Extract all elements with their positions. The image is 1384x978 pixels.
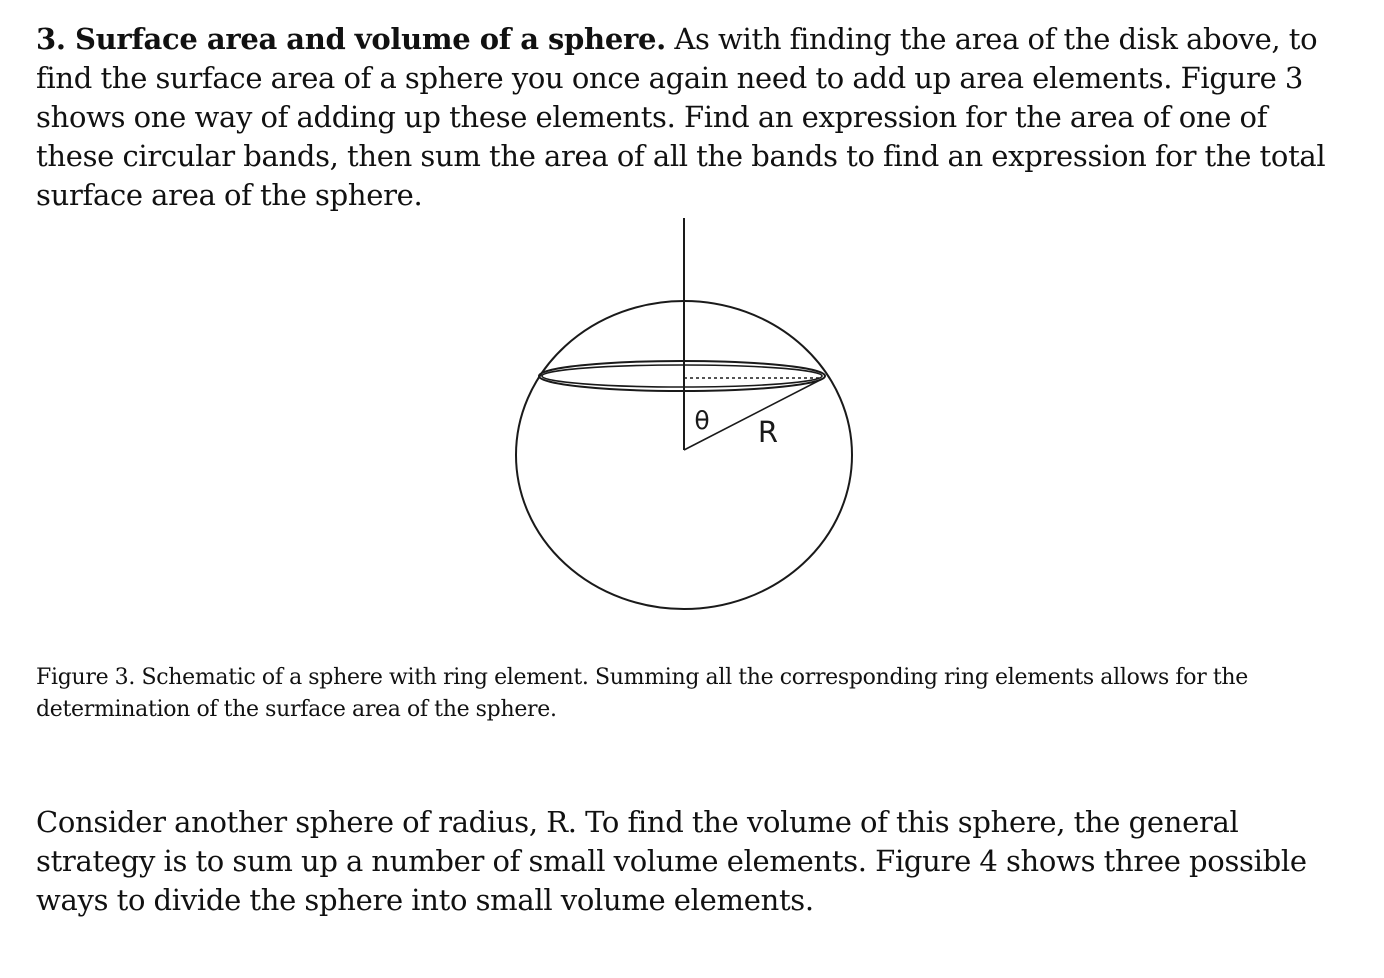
ring-band-inner — [542, 365, 822, 387]
theta-label: θ — [694, 406, 710, 435]
problem-text: As with finding the area of the disk above, to find the surface area of a sphere you once again need to add up area elements. Figure 3 shows one way of adding up these elements. Find an expression for the area of one of these circular bands, then sum the area of all the bands to find an expression for the total surface area of the sphere. — [36, 22, 1326, 212]
problem-paragraph — [36, 20, 1346, 215]
problem-heading: 3. Surface area and volume of a sphere. — [36, 22, 666, 56]
volume-paragraph: Consider another sphere of radius, R. To find the volume of this sphere, the general strategy is to sum up a number of small volume elements. Figure 4 shows three possible ways to divide the sphere into small volume elements. — [36, 805, 1307, 917]
figure-3 — [0, 210, 1384, 620]
sphere-diagram — [0, 210, 1384, 620]
figure-caption: Figure 3. Schematic of a sphere with ring element. Summing all the corresponding ring elements allows for the determination of the surface area of the sphere. — [36, 665, 1248, 722]
radius-label: R — [757, 415, 779, 449]
